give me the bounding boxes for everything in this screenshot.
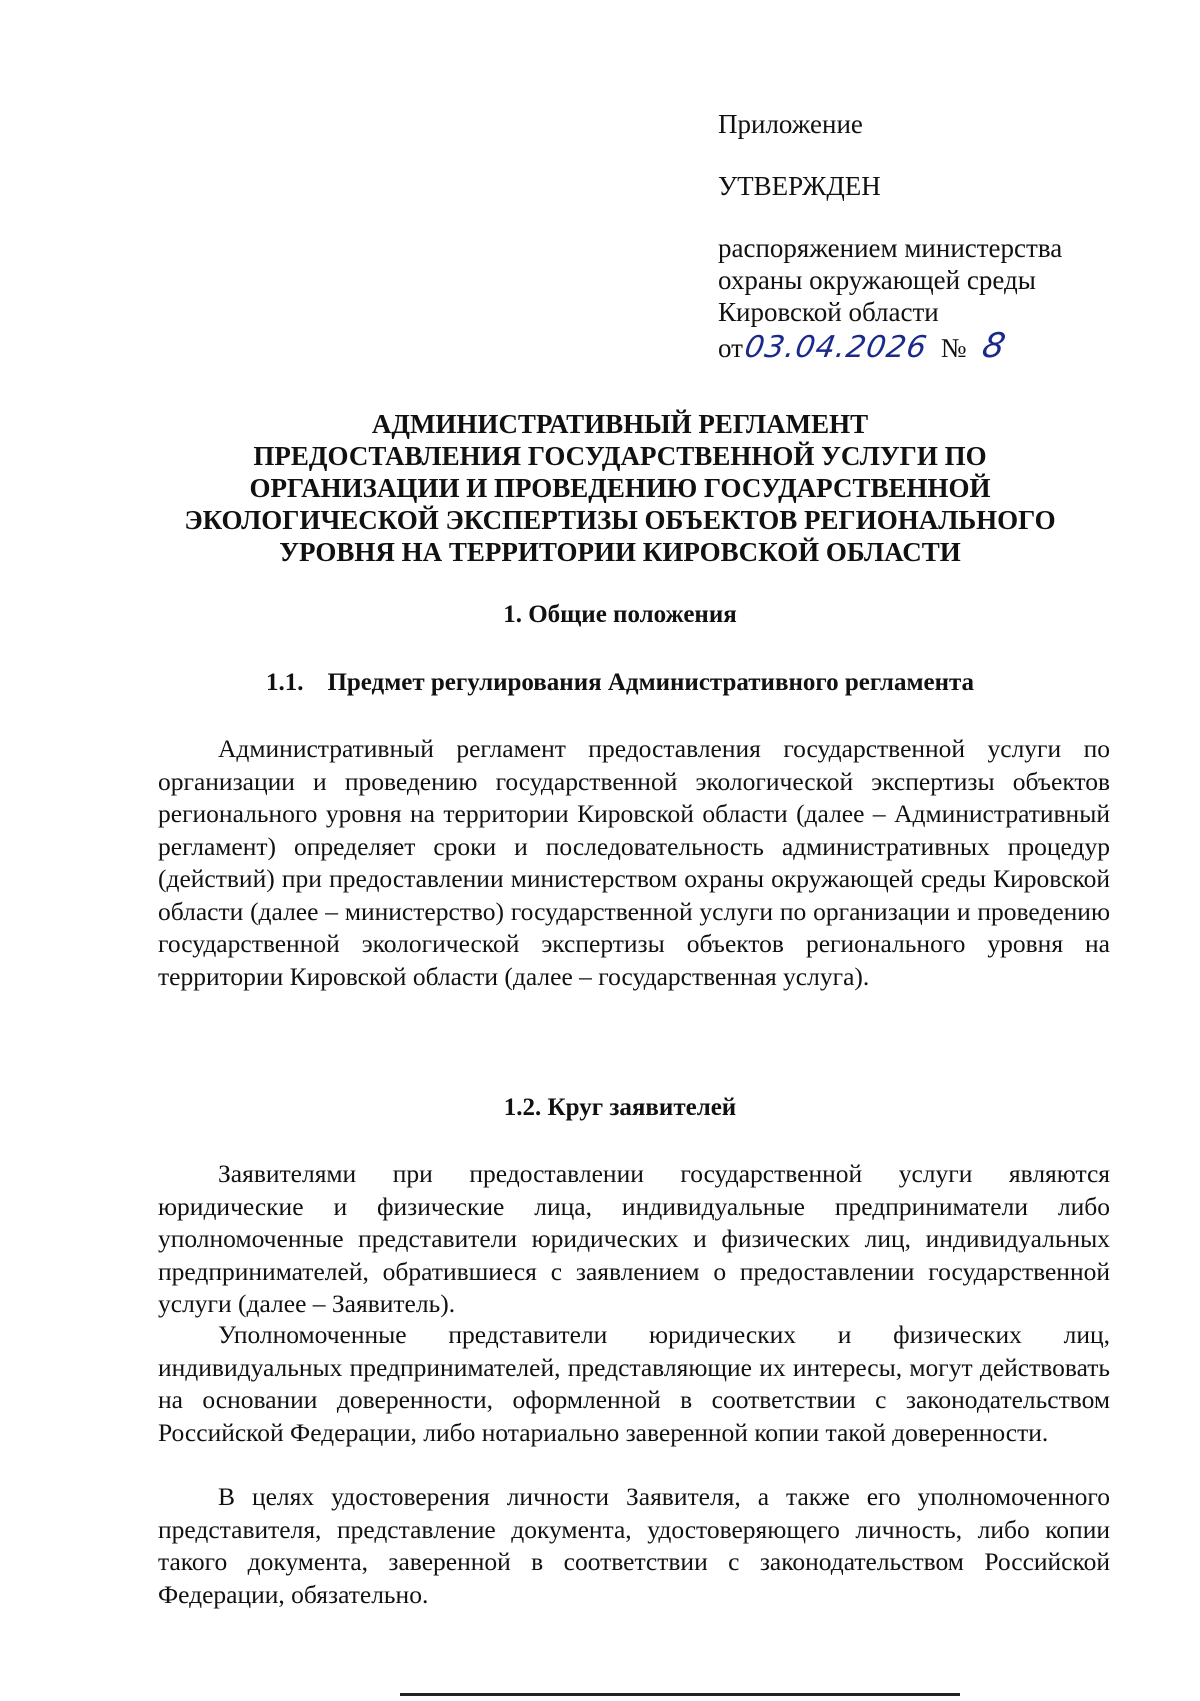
order-date-number-line: [718, 326, 1062, 366]
issuer-line: Кировской области: [718, 297, 939, 327]
date-prefix: от: [718, 333, 743, 363]
title-line: ОРГАНИЗАЦИИ И ПРОВЕДЕНИЮ ГОСУДАРСТВЕННОЙ: [249, 473, 991, 503]
section-1-1-number: 1.1.: [265, 669, 304, 696]
issuer-line: распоряжением министерства: [718, 233, 1063, 263]
number-label: №: [940, 333, 967, 363]
page-bottom-rule: [400, 1693, 960, 1696]
approved-stamp-text: УТВЕРЖДЕН: [718, 171, 881, 201]
handwritten-number: 8: [978, 326, 1009, 366]
annex-label: Приложение: [718, 109, 863, 139]
title-line: ЭКОЛОГИЧЕСКОЙ ЭКСПЕРТИЗЫ ОБЪЕКТОВ РЕГИОНАЛЬНОГО: [184, 505, 1056, 535]
section-1-2-paragraph: Заявителями при предоставлении государственной услуги являются юридические и физические лица, индивидуальные предприниматели либо уполномоченные представители юридических и физических лиц, индивидуальных предпринимателей, обратившиеся с заявлением о предоставлении государственной услуги (далее – Заявитель).: [158, 1159, 1110, 1318]
section-1-2-paragraph: В целях удостоверения личности Заявителя, а также его уполномоченного представителя, представление документа, удостоверяющего личность, либо копии такого документа, заверенной в соответствии с законодательством Российской Федерации, обязательно.: [158, 1482, 1110, 1609]
section-1-1-heading: [120, 669, 1120, 697]
section-1-1-title: Предмет регулирования Административного регламента: [327, 669, 975, 696]
title-line: АДМИНИСТРАТИВНЫЙ РЕГЛАМЕНТ: [371, 409, 869, 439]
section-1-2-paragraph: Уполномоченные представители юридических и физических лиц, индивидуальных предпринимателей, представляющие их интересы, могут действовать на основании доверенности, оформленной в соответствии с законодательством Российской Федерации, либо нотариально заверенной копии такой доверенности.: [158, 1320, 1110, 1447]
section-1-1-paragraph: Административный регламент предоставления государственной услуги по организации и проведению государственной экологической экспертизы объектов регионального уровня на территории Кировской области (далее – Административный регламент) определяет сроки и последовательность административных процедур (действий) при предоставлении министерством охраны окружающей среды Кировской области (далее – министерство) государственной услуги по организации и проведению государственной экологической экспертизы объектов регионального уровня на территории Кировской области (далее – государственная услуга).: [158, 734, 1110, 991]
issuer-line: охраны окружающей среды: [718, 265, 1036, 295]
section-1-heading: 1. Общие положения: [503, 601, 737, 628]
issuer-text: [718, 232, 1062, 328]
title-line: ПРЕДОСТАВЛЕНИЯ ГОСУДАРСТВЕННОЙ УСЛУГИ ПО: [253, 441, 987, 471]
document-title: [120, 408, 1120, 568]
title-line: УРОВНЯ НА ТЕРРИТОРИИ КИРОВСКОЙ ОБЛАСТИ: [279, 537, 961, 567]
handwritten-date: 03.04.2026: [741, 330, 930, 365]
section-1-2-heading: 1.2. Круг заявителей: [503, 1094, 737, 1121]
approval-block: [718, 108, 1062, 364]
